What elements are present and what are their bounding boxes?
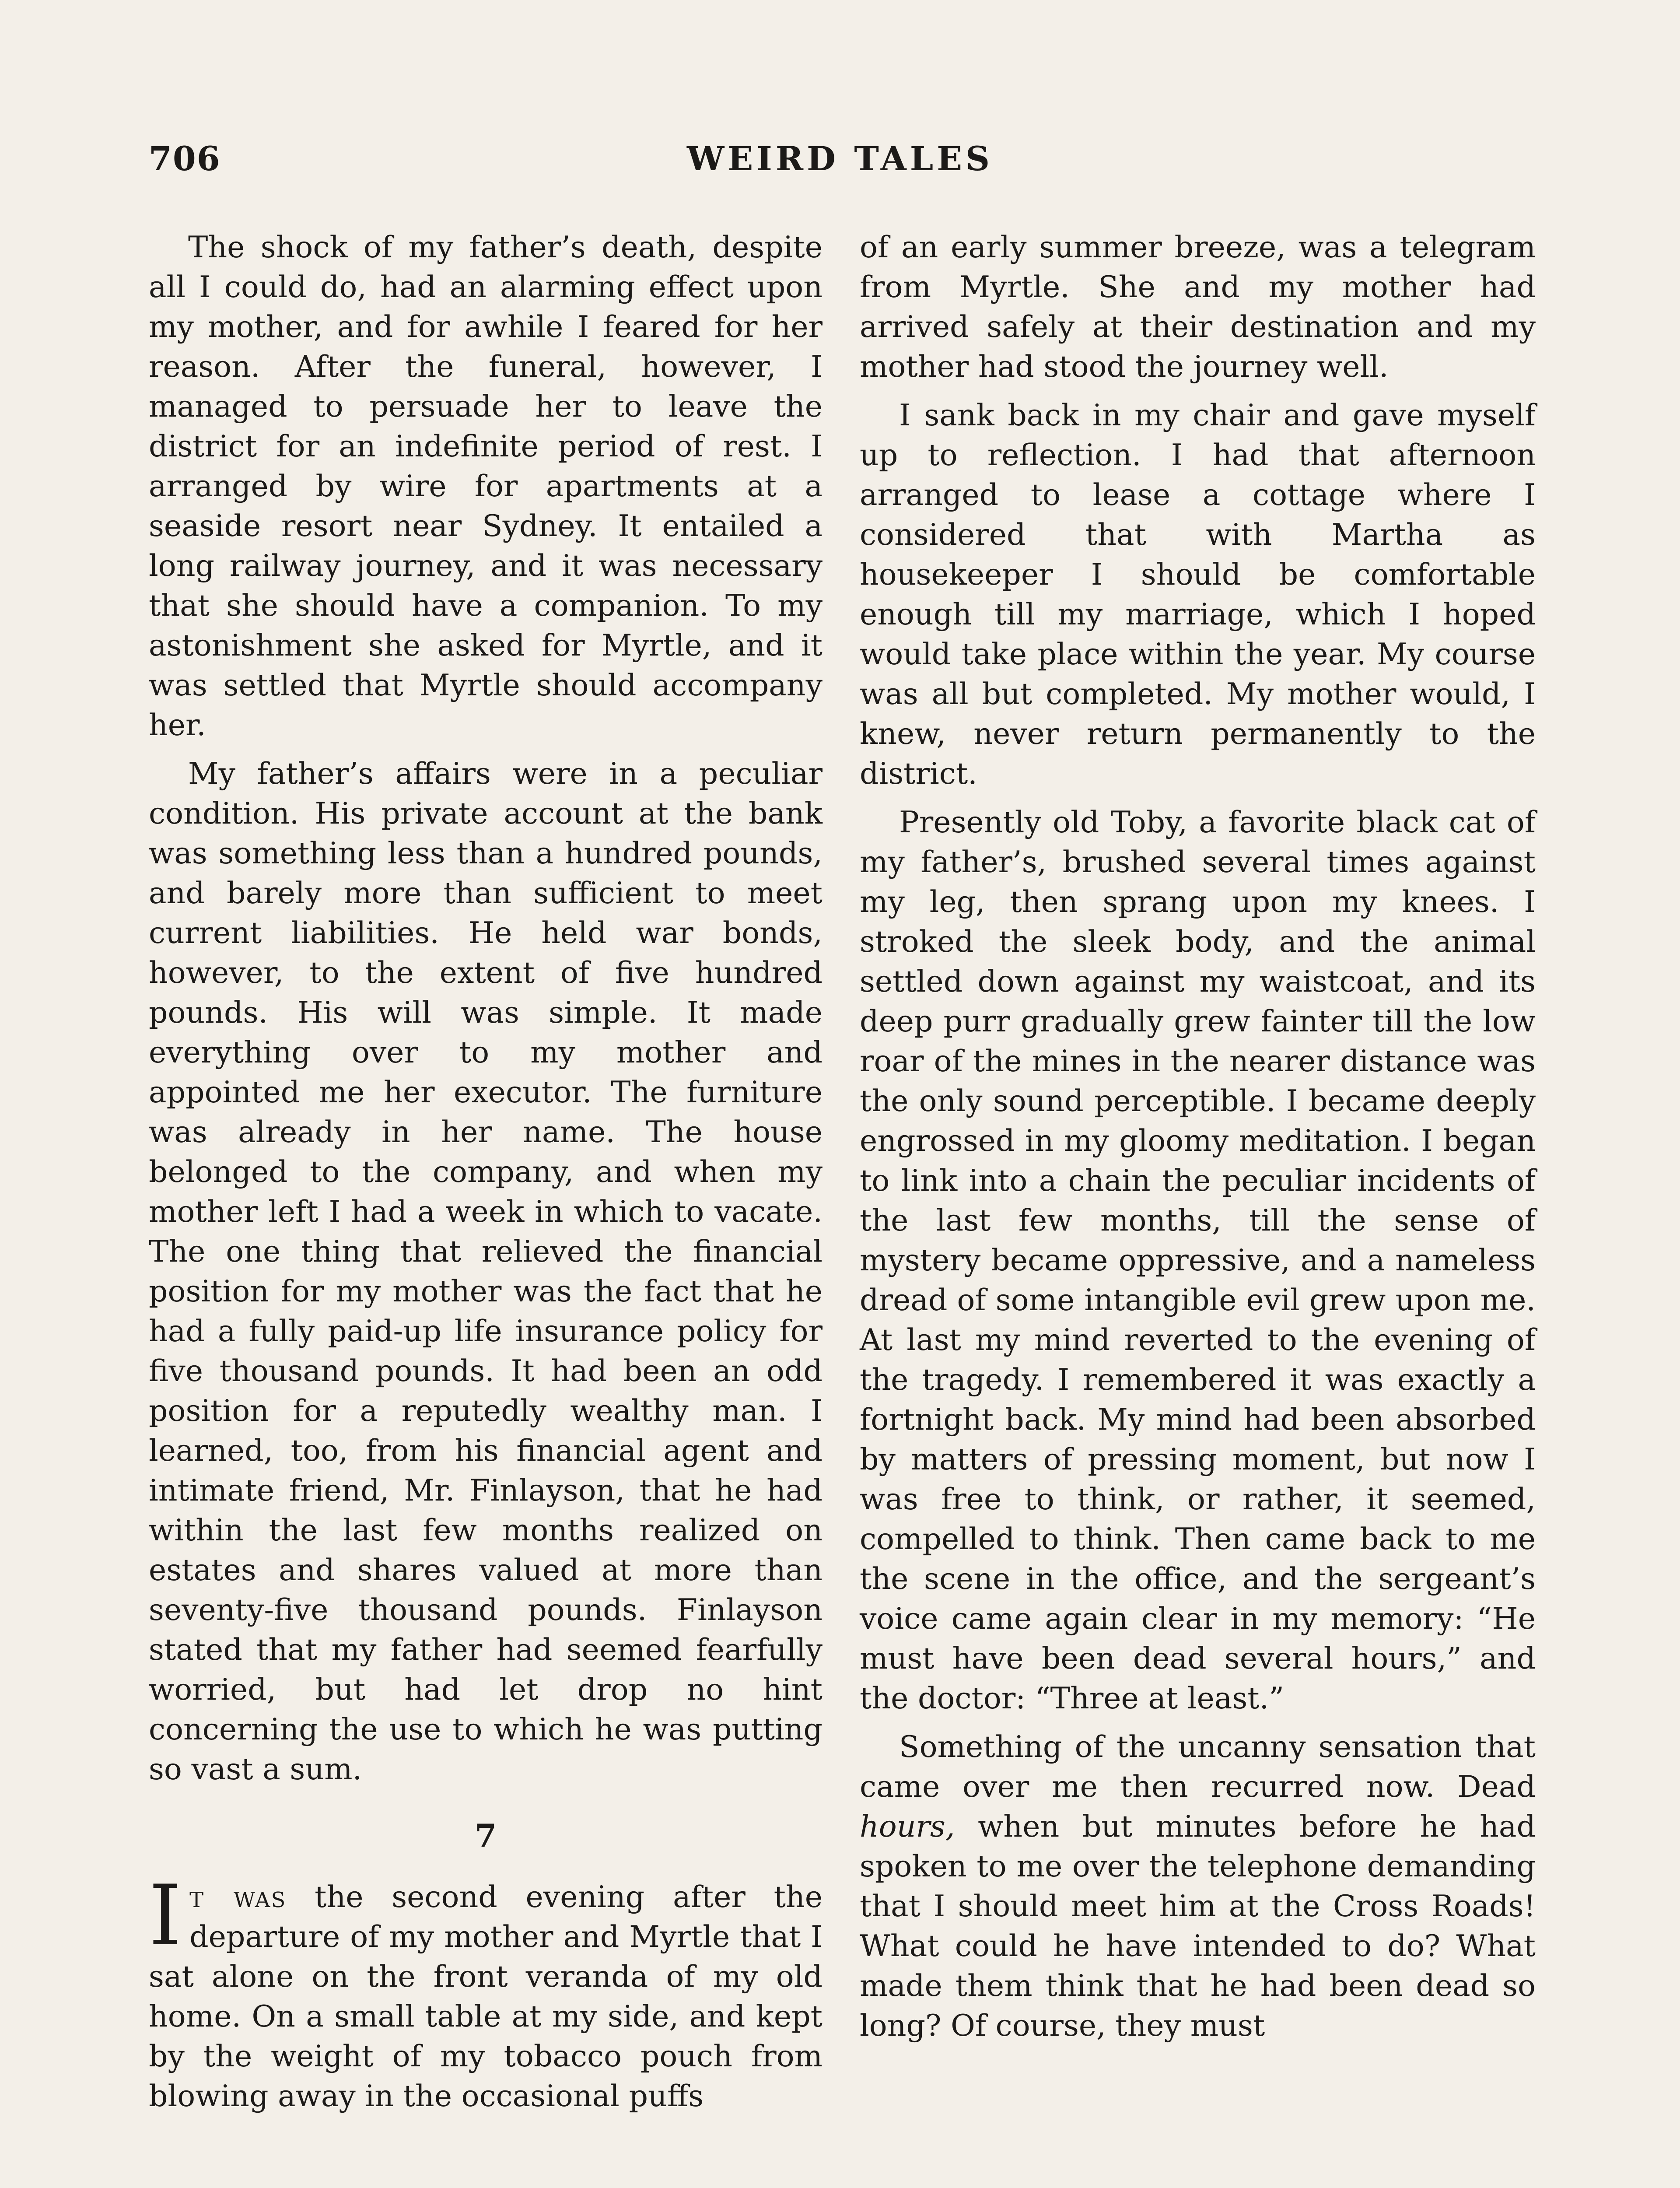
drop-cap: I [149, 1867, 182, 1964]
left-column [149, 228, 822, 2125]
paragraph [860, 1727, 1536, 2046]
right-column [860, 228, 1536, 2055]
paragraph: The shock of my father’s death, despite all I could do, had an alarming effect upon my mother, and for awhile I feared for her reason. After the funeral, however, I managed to persuade her to leave the district for an indefinite period of rest. I arranged by wire for apartments at a seaside resort near Sydney. It entailed a long railway journey, and it was necessary that she should have a companion. To my astonishment she asked for Myrtle, and it was settled that Myrtle should accompany her. [149, 230, 822, 743]
paragraph: Presently old Toby, a favorite black cat of my father’s, brushed several times against my leg, then sprang upon my knees. I stroked the sleek body, and the animal settled down against my waistcoat, and its deep purr gradually grew fainter till the low roar of the mines in the nearer distance was the only sound perceptible. I became deeply engrossed in my gloomy meditation. I began to link into a chain the peculiar incidents of the last few months, till the sense of mystery became oppressive, and a nameless dread of some intangible evil grew upon me. At last my mind reverted to the evening of the tragedy. I remembered it was exactly a fortnight back. My mind had been absorbed by matters of pressing moment, but now I was free to think, or rather, it seemed, compelled to think. Then came back to me the scene in the office, and the sergeant’s voice came again clear in my memory: “He must have been dead several hours,” and the doctor: “Three at least.” [860, 805, 1536, 1716]
paragraph-text: when but minutes before he had spoken to me over the telephone demanding that I should meet him at the Cross Roads! What could he have intended to do? What made them think that he had been dead so long? Of course, they must [860, 1809, 1536, 2043]
opening-text: the second evening after the departure of my mother and Myrtle that I sat alone on the front veranda of my old home. On a small table at my side, and kept by the weight of my tobacco pouch from blowing away in the occasional puffs [149, 1880, 823, 2114]
small-caps-lead: t was [189, 1880, 287, 1914]
paragraph-text: Something of the uncanny sensation that came over me then recurred now. Dead [860, 1730, 1536, 1804]
paragraph-continuation: of an early summer breeze, was a telegram from Myrtle. She and my mother had arrived safely at their destination and my mother had stood the journey well. [860, 230, 1536, 384]
page-number: 706 [149, 139, 221, 178]
opening-paragraph [149, 1867, 823, 2116]
paragraph: My father’s affairs were in a peculiar condition. His private account at the bank was something less than a hundred pounds, and barely more than sufficient to meet current liabilities. He held war bonds, however, to the extent of five hundred pounds. His will was simple. It made everything over to my mother and appointed me her executor. The furniture was already in her name. The house belonged to the company, and when my mother left I had a week in which to vacate. The one thing that relieved the financial position for my mother was the fact that he had a fully paid-up life insurance policy for five thousand pounds. It had been an odd position for a reputedly wealthy man. I learned, too, from his financial agent and intimate friend, Mr. Finlayson, that he had within the last few months realized on estates and shares valued at more than seventy-five thousand pounds. Finlayson stated that my father had seemed fearfully worried, but had let drop no hint concerning the use to which he was putting so vast a sum. [149, 757, 822, 1787]
section-number: 7 [474, 1817, 497, 1854]
paragraph: I sank back in my chair and gave myself up to reflection. I had that afternoon arranged to lease a cottage where I considered that with Martha as housekeeper I should be comfortable enough till my marriage, which I hoped would take place within the year. My course was all but completed. My mother would, I knew, never return permanently to the district. [860, 398, 1536, 791]
running-head: WEIRD TALES [687, 139, 993, 178]
italic-word: hours, [860, 1809, 955, 1844]
